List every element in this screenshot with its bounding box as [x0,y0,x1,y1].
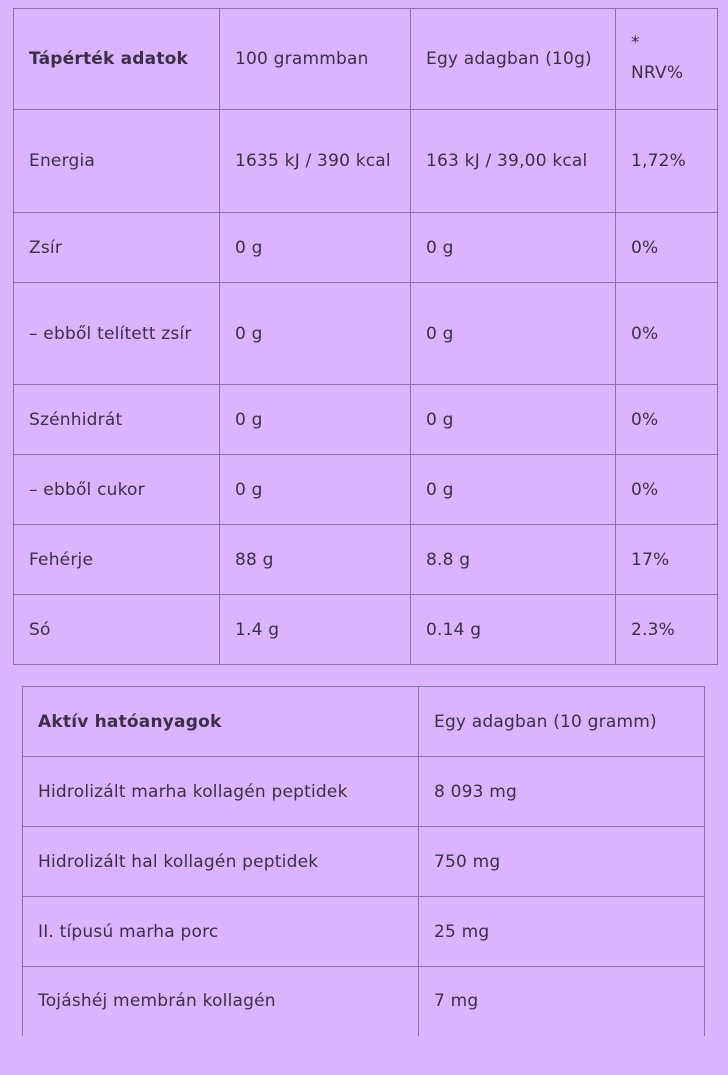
ingredient-amount: 25 mg [419,897,705,967]
table-row [14,213,718,283]
per100g-value: 0 g [220,455,411,525]
ingredient-name: Hidrolizált hal kollagén peptidek [23,827,419,897]
table-row [14,595,718,665]
nutrition-facts-table [13,8,718,665]
nrv-value: 2.3% [616,595,718,665]
active-header-row [23,687,705,757]
ingredient-amount: 8 093 mg [419,757,705,827]
table-row [14,385,718,455]
nrv-value: 17% [616,525,718,595]
nutrient-name: Só [14,595,220,665]
nrv-value: 0% [616,385,718,455]
table-row [14,283,718,385]
nutrition-header-nrv [616,9,718,110]
nutrient-name: Energia [14,110,220,213]
nutrition-header-per-serving: Egy adagban (10g) [411,9,616,110]
nrv-asterisk: * [631,33,640,53]
per100g-value: 1635 kJ / 390 kcal [220,110,411,213]
table-row [23,967,705,1036]
table-row [23,757,705,827]
table-row [23,897,705,967]
per-serving-value: 0 g [411,385,616,455]
nrv-value: 1,72% [616,110,718,213]
ingredient-name: Tojáshéj membrán kollagén [23,967,419,1036]
per100g-value: 0 g [220,213,411,283]
active-ingredients-table [22,686,705,1036]
per-serving-value: 0 g [411,283,616,385]
per100g-value: 1.4 g [220,595,411,665]
table-row [14,455,718,525]
per-serving-value: 8.8 g [411,525,616,595]
nutrient-name: Zsír [14,213,220,283]
table-row [14,110,718,213]
per-serving-value: 0 g [411,455,616,525]
per100g-value: 0 g [220,385,411,455]
nrv-value: 0% [616,455,718,525]
table-row [14,525,718,595]
per-serving-value: 0 g [411,213,616,283]
per-serving-value: 0.14 g [411,595,616,665]
ingredient-amount: 750 mg [419,827,705,897]
nutrition-header-row [14,9,718,110]
ingredient-name: Hidrolizált marha kollagén peptidek [23,757,419,827]
per-serving-value: 163 kJ / 39,00 kcal [411,110,616,213]
nrv-label: NRV% [631,63,684,83]
per100g-value: 0 g [220,283,411,385]
ingredient-amount: 7 mg [419,967,705,1036]
nutrient-name: – ebből cukor [14,455,220,525]
nutrient-name: Fehérje [14,525,220,595]
nrv-value: 0% [616,213,718,283]
active-header-label: Aktív hatóanyagok [23,687,419,757]
nutrition-header-per100g: 100 grammban [220,9,411,110]
nutrient-name: – ebből telített zsír [14,283,220,385]
table-row [23,827,705,897]
nrv-value: 0% [616,283,718,385]
active-header-per-serving: Egy adagban (10 gramm) [419,687,705,757]
nutrition-header-label: Tápérték adatok [14,9,220,110]
nutrient-name: Szénhidrát [14,385,220,455]
per100g-value: 88 g [220,525,411,595]
ingredient-name: II. típusú marha porc [23,897,419,967]
